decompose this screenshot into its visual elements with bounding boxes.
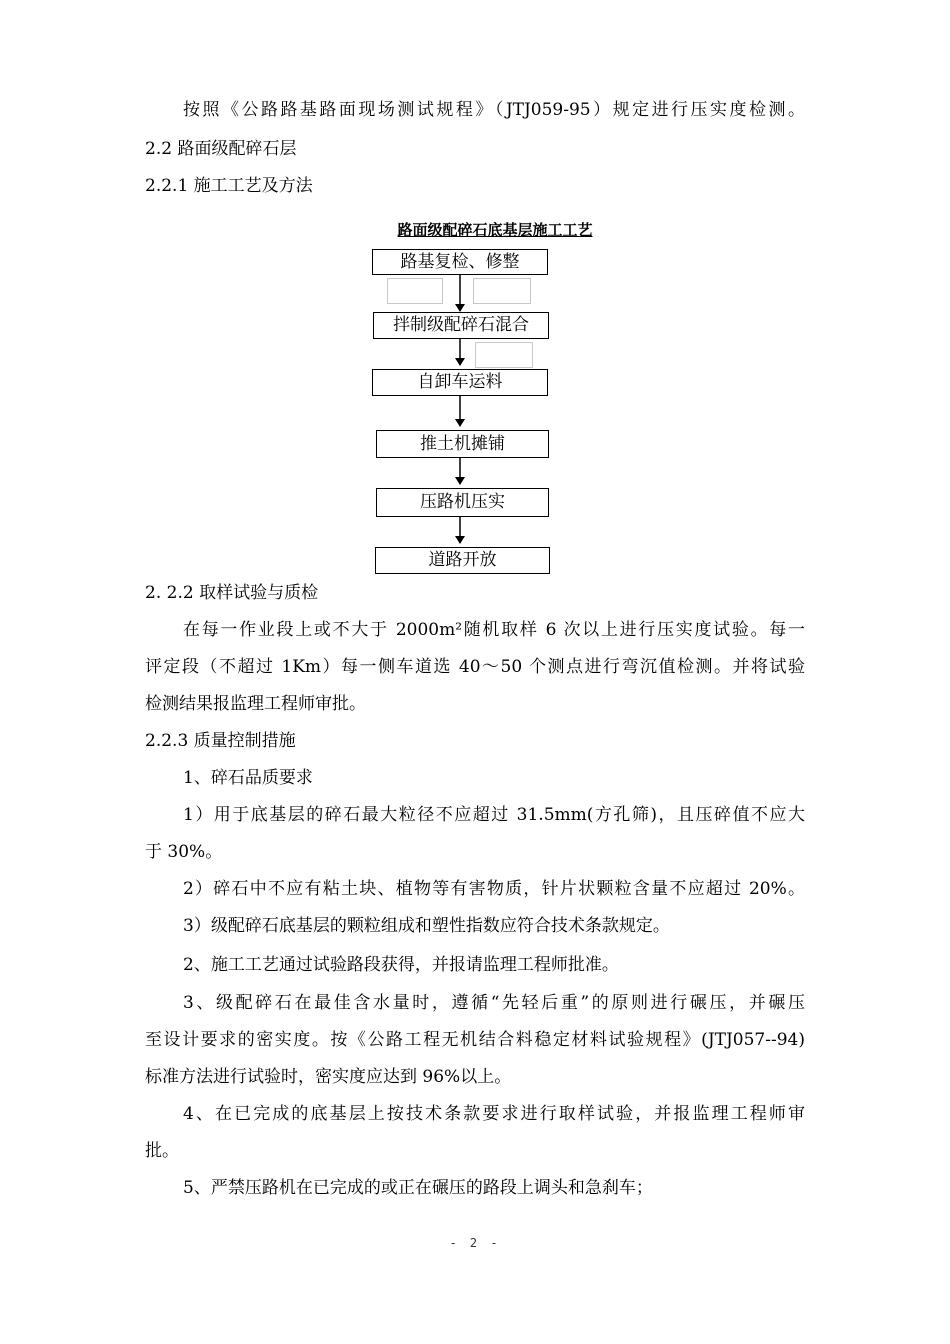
flow-step-subgrade-recheck: 路基复检、修整 xyxy=(372,249,548,275)
item-1-1-line-1: 1）用于底基层的碎石最大粒径不应超过 31.5mm(方孔筛)，且压碎值不应大 xyxy=(183,805,805,825)
heading-2-2: 2.2 路面级配碎石层 xyxy=(145,139,297,159)
item-1-3: 3）级配碎石底基层的颗粒组成和塑性指数应符合技术条款规定。 xyxy=(183,916,670,936)
item-4-line-2: 批。 xyxy=(145,1141,179,1161)
item-3-line-1: 3、级配碎石在最佳含水量时，遵循“先轻后重”的原则进行碾压，并碾压 xyxy=(183,993,805,1013)
paragraph-compaction-standard: 按照《公路路基路面现场测试规程》（JTJ059-95）规定进行压实度检测。 xyxy=(183,100,805,120)
item-1-1-line-2: 于 30%。 xyxy=(145,842,223,862)
item-4-line-1: 4、在已完成的底基层上按技术条款要求进行取样试验，并报监理工程师审 xyxy=(183,1104,805,1124)
flow-step-bulldozer-spread: 推土机摊铺 xyxy=(376,430,549,458)
flow-step-mix-gravel: 拌制级配碎石混合 xyxy=(373,312,549,339)
item-2: 2、施工工艺通过试验路段获得，并报请监理工程师批准。 xyxy=(183,955,619,975)
heading-2-2-2: 2. 2.2 取样试验与质检 xyxy=(145,583,319,603)
flowchart-title: 路面级配碎石底基层施工工艺 xyxy=(397,221,593,239)
paragraph-sampling-line-1: 在每一作业段上或不大于 2000m²随机取样 6 次以上进行压实度试验。每一 xyxy=(183,620,805,640)
item-1-heading: 1、碎石品质要求 xyxy=(183,768,313,788)
page-number: - 2 - xyxy=(449,1236,501,1250)
heading-2-2-1: 2.2.1 施工工艺及方法 xyxy=(145,176,313,196)
heading-2-2-3: 2.2.3 质量控制措施 xyxy=(145,731,296,751)
flow-step-dump-truck-transport: 自卸车运料 xyxy=(372,369,548,396)
flow-step-roller-compact: 压路机压实 xyxy=(376,488,549,517)
paragraph-sampling-line-3: 检测结果报监理工程师审批。 xyxy=(145,694,366,714)
item-3-line-3: 标准方法进行试验时，密实度应达到 96%以上。 xyxy=(145,1067,512,1087)
item-5: 5、严禁压路机在已完成的或正在碾压的路段上调头和急刹车； xyxy=(183,1178,653,1198)
paragraph-sampling-line-2: 评定段（不超过 1Km）每一侧车道选 40～50 个测点进行弯沉值检测。并将试验 xyxy=(145,657,805,677)
item-3-line-2: 至设计要求的密实度。按《公路工程无机结合料稳定材料试验规程》(JTJ057--94) xyxy=(145,1030,805,1050)
flow-step-road-open: 道路开放 xyxy=(375,547,550,574)
item-1-2: 2）碎石中不应有粘土块、植物等有害物质，针片状颗粒含量不应超过 20%。 xyxy=(183,879,805,899)
